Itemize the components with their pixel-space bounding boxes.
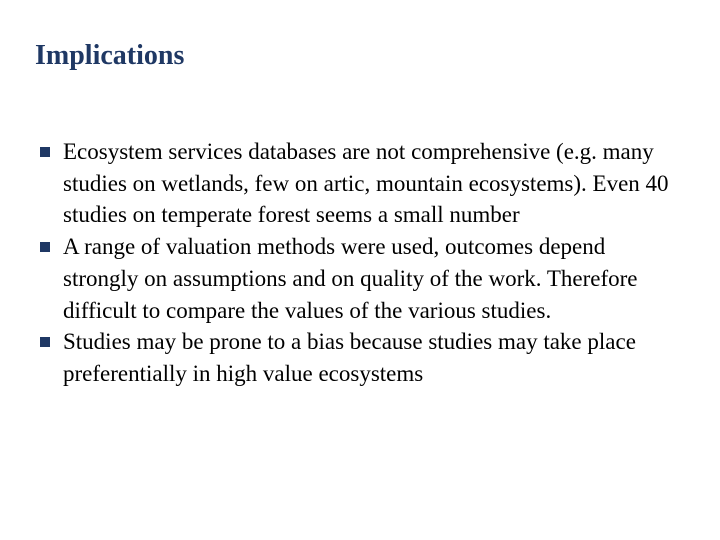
bullet-text: A range of valuation methods were used, outcomes depend strongly on assumptions and on quality of the work. Therefore difficult to compare the values of the various studies. bbox=[63, 234, 638, 323]
bullet-item bbox=[40, 231, 680, 326]
bullet-item bbox=[40, 326, 680, 389]
bullet-text: Studies may be prone to a bias because studies may take place preferentially in high value ecosystems bbox=[63, 329, 636, 386]
square-bullet-icon bbox=[40, 242, 50, 252]
bullet-text: Ecosystem services databases are not comprehensive (e.g. many studies on wetlands, few on artic, mountain ecosystems). Even 40 studies on temperate forest seems a small number bbox=[63, 139, 669, 228]
square-bullet-icon bbox=[40, 337, 50, 347]
square-bullet-icon bbox=[40, 147, 50, 157]
slide-title: Implications bbox=[35, 40, 185, 71]
bullet-item bbox=[40, 136, 680, 231]
bullet-list bbox=[40, 136, 680, 390]
